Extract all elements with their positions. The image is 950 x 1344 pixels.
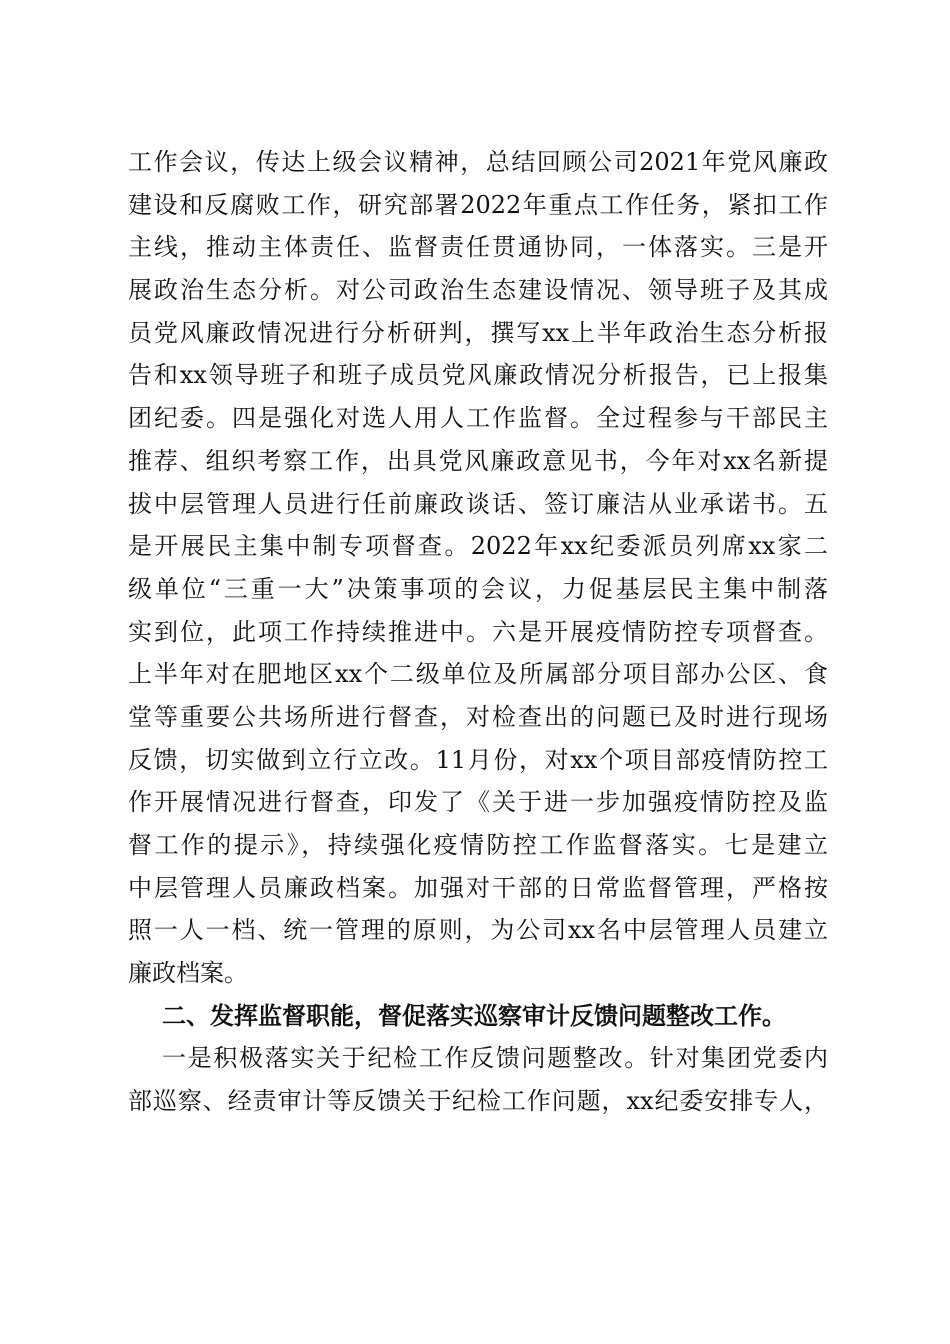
paragraph-line: 工作会议，传达上级会议精神，总结回顾公司2021年党风廉政 [128,148,828,176]
paragraph-line: 堂等重要公共场所进行督查，对检查出的问题已及时进行现场 [128,702,828,731]
paragraph-line: 推荐、组织考察工作，出具党风廉政意见书，今年对xx名新提 [128,446,828,475]
paragraph-line: 展政治生态分析。对公司政治生态建设情况、领导班子及其成 [128,276,828,305]
document-body [128,141,828,1123]
paragraph-line: 员党风廉政情况进行分析研判，撰写xx上半年政治生态分析报 [128,318,828,347]
paragraph-line: 告和xx领导班子和班子成员党风廉政情况分析报告，已上报集 [128,361,828,390]
paragraph-line: 作开展情况进行督查，印发了《关于进一步加强疫情防控及监 [128,788,828,817]
paragraph-line: 建设和反腐败工作，研究部署2022年重点工作任务，紧扣工作 [128,190,828,219]
paragraph-line: 实到位，此项工作持续推进中。六是开展疫情防控专项督查。 [128,617,828,646]
paragraph-line: 团纪委。四是强化对选人用人工作监督。全过程参与干部民主 [128,404,828,433]
paragraph-line: 拔中层管理人员进行任前廉政谈话、签订廉洁从业承诺书。五 [128,489,828,518]
section-heading: 二、发挥监督职能，督促落实巡察审计反馈问题整改工作。 [162,1000,786,1030]
paragraph-line: 级单位“三重一大”决策事项的会议，力促基层民主集中制落 [128,574,828,603]
paragraph-line: 廉政档案。 [128,959,248,988]
paragraph-line: 是开展民主集中制专项督查。2022年xx纪委派员列席xx家二 [128,532,828,561]
paragraph-line: 中层管理人员廉政档案。加强对干部的日常监督管理，严格按 [128,873,828,902]
paragraph-line: 上半年对在肥地区xx个二级单位及所属部分项目部办公区、食 [128,660,828,689]
paragraph-line: 一是积极落实关于纪检工作反馈问题整改。针对集团党委内 [162,1044,828,1073]
paragraph-line: 督工作的提示》，持续强化疫情防控工作监督落实。七是建立 [128,831,828,859]
paragraph-line: 反馈，切实做到立行立改。11月份，对xx个项目部疫情防控工 [128,745,828,774]
paragraph-line: 部巡察、经责审计等反馈关于纪检工作问题，xx纪委安排专人， [128,1087,828,1116]
paragraph-line: 主线，推动主体责任、监督责任贯通协同，一体落实。三是开 [128,233,828,262]
paragraph-line: 照一人一档、统一管理的原则，为公司xx名中层管理人员建立 [128,916,828,945]
